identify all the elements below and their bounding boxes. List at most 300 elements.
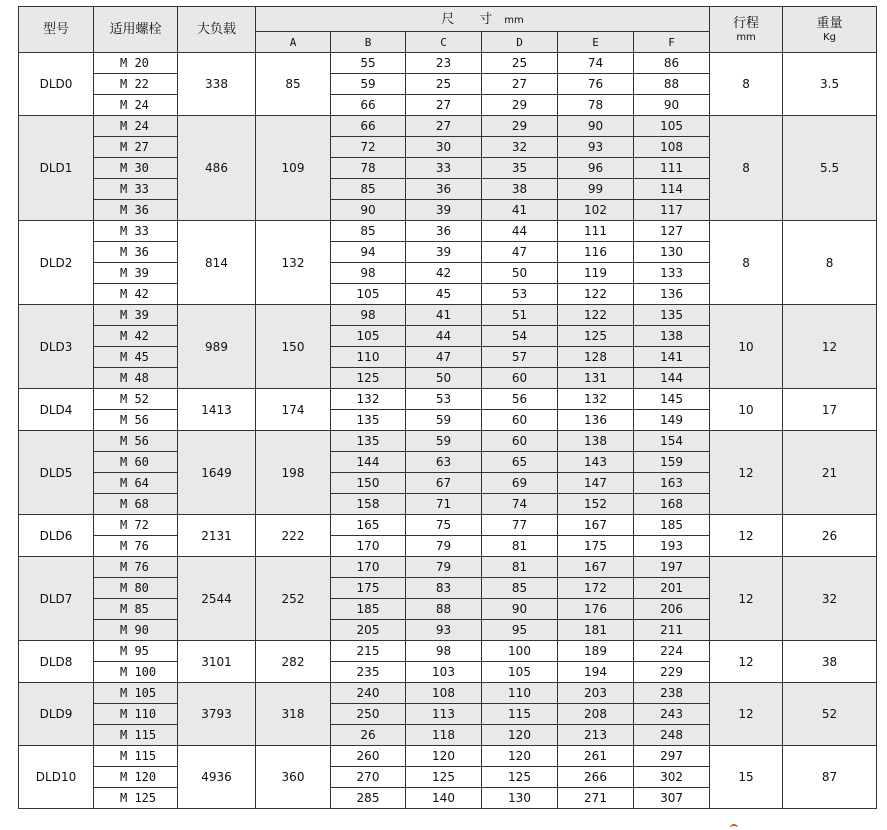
model-cell: DLD4: [19, 389, 94, 431]
dim-b-cell: 59: [331, 74, 406, 95]
weight-cell: 26: [783, 515, 877, 557]
dim-b-cell: 250: [331, 704, 406, 725]
bolt-cell: M 115: [94, 746, 178, 767]
dim-f-cell: 201: [634, 578, 710, 599]
header-col-b: B: [331, 32, 406, 53]
dim-a-cell: 85: [256, 53, 331, 116]
dim-b-cell: 165: [331, 515, 406, 536]
dim-c-cell: 98: [406, 641, 482, 662]
max-load-cell: 3101: [178, 641, 256, 683]
bolt-cell: M 30: [94, 158, 178, 179]
dim-e-cell: 172: [558, 578, 634, 599]
header-col-f: F: [634, 32, 710, 53]
dim-a-cell: 252: [256, 557, 331, 641]
table-row: [19, 557, 877, 578]
stroke-cell: 8: [710, 53, 783, 116]
dim-b-cell: 260: [331, 746, 406, 767]
max-load-cell: 486: [178, 116, 256, 221]
header-weight: [783, 7, 877, 53]
dim-b-cell: 170: [331, 536, 406, 557]
dim-b-cell: 90: [331, 200, 406, 221]
dim-b-cell: 72: [331, 137, 406, 158]
weight-cell: 52: [783, 683, 877, 746]
bolt-cell: M 39: [94, 263, 178, 284]
dim-e-cell: 189: [558, 641, 634, 662]
dim-d-cell: 130: [482, 788, 558, 809]
dim-d-cell: 115: [482, 704, 558, 725]
dim-d-cell: 50: [482, 263, 558, 284]
stroke-cell: 8: [710, 221, 783, 305]
bolt-cell: M 42: [94, 326, 178, 347]
dim-d-cell: 100: [482, 641, 558, 662]
dim-b-cell: 98: [331, 305, 406, 326]
bolt-cell: M 33: [94, 221, 178, 242]
dim-b-cell: 158: [331, 494, 406, 515]
dim-a-cell: 198: [256, 431, 331, 515]
dim-d-cell: 56: [482, 389, 558, 410]
stroke-cell: 15: [710, 746, 783, 809]
bolt-cell: M 76: [94, 536, 178, 557]
dim-c-cell: 59: [406, 410, 482, 431]
model-cell: DLD10: [19, 746, 94, 809]
dim-e-cell: 132: [558, 389, 634, 410]
dim-f-cell: 108: [634, 137, 710, 158]
bolt-cell: M 56: [94, 410, 178, 431]
dim-b-cell: 270: [331, 767, 406, 788]
dim-c-cell: 41: [406, 305, 482, 326]
dim-c-cell: 79: [406, 536, 482, 557]
dim-c-cell: 83: [406, 578, 482, 599]
dim-d-cell: 69: [482, 473, 558, 494]
dim-e-cell: 131: [558, 368, 634, 389]
dim-c-cell: 50: [406, 368, 482, 389]
dim-c-cell: 47: [406, 347, 482, 368]
dim-d-cell: 125: [482, 767, 558, 788]
dim-e-cell: 147: [558, 473, 634, 494]
dim-e-cell: 181: [558, 620, 634, 641]
header-model: 型号: [19, 7, 94, 53]
dim-b-cell: 105: [331, 284, 406, 305]
dim-e-cell: 128: [558, 347, 634, 368]
dim-f-cell: 248: [634, 725, 710, 746]
table-row: [19, 116, 877, 137]
dim-f-cell: 117: [634, 200, 710, 221]
spec-table: [18, 6, 877, 809]
dim-d-cell: 60: [482, 410, 558, 431]
max-load-cell: 1413: [178, 389, 256, 431]
bolt-cell: M 39: [94, 305, 178, 326]
weight-cell: 12: [783, 305, 877, 389]
weight-cell: 8: [783, 221, 877, 305]
header-dimensions-unit: mm: [504, 14, 524, 26]
model-cell: DLD0: [19, 53, 94, 116]
dim-f-cell: 145: [634, 389, 710, 410]
dim-a-cell: 282: [256, 641, 331, 683]
dim-c-cell: 53: [406, 389, 482, 410]
dim-a-cell: 132: [256, 221, 331, 305]
dim-a-cell: 222: [256, 515, 331, 557]
dim-d-cell: 57: [482, 347, 558, 368]
dim-e-cell: 90: [558, 116, 634, 137]
dim-b-cell: 135: [331, 431, 406, 452]
bolt-cell: M 24: [94, 116, 178, 137]
dim-b-cell: 185: [331, 599, 406, 620]
dim-f-cell: 111: [634, 158, 710, 179]
dim-a-cell: 150: [256, 305, 331, 389]
bolt-cell: M 72: [94, 515, 178, 536]
dim-f-cell: 114: [634, 179, 710, 200]
dim-c-cell: 88: [406, 599, 482, 620]
dim-f-cell: 127: [634, 221, 710, 242]
stroke-cell: 8: [710, 116, 783, 221]
dim-d-cell: 120: [482, 746, 558, 767]
stroke-cell: 12: [710, 641, 783, 683]
bolt-cell: M 110: [94, 704, 178, 725]
dim-c-cell: 45: [406, 284, 482, 305]
dim-b-cell: 26: [331, 725, 406, 746]
header-stroke: [710, 7, 783, 53]
dim-d-cell: 105: [482, 662, 558, 683]
dim-f-cell: 168: [634, 494, 710, 515]
dim-f-cell: 154: [634, 431, 710, 452]
max-load-cell: 814: [178, 221, 256, 305]
dim-e-cell: 261: [558, 746, 634, 767]
bolt-cell: M 36: [94, 200, 178, 221]
weight-cell: 38: [783, 641, 877, 683]
dim-d-cell: 38: [482, 179, 558, 200]
dim-a-cell: 174: [256, 389, 331, 431]
dim-c-cell: 93: [406, 620, 482, 641]
dim-c-cell: 118: [406, 725, 482, 746]
dim-d-cell: 41: [482, 200, 558, 221]
weight-cell: 3.5: [783, 53, 877, 116]
dim-b-cell: 125: [331, 368, 406, 389]
header-col-d: D: [482, 32, 558, 53]
dim-c-cell: 108: [406, 683, 482, 704]
weight-cell: 21: [783, 431, 877, 515]
dim-d-cell: 110: [482, 683, 558, 704]
dim-b-cell: 144: [331, 452, 406, 473]
bolt-cell: M 60: [94, 452, 178, 473]
stroke-cell: 10: [710, 389, 783, 431]
model-cell: DLD5: [19, 431, 94, 515]
stroke-cell: 12: [710, 515, 783, 557]
dim-e-cell: 122: [558, 305, 634, 326]
dim-f-cell: 159: [634, 452, 710, 473]
dim-f-cell: 211: [634, 620, 710, 641]
dim-e-cell: 125: [558, 326, 634, 347]
table-row: [19, 431, 877, 452]
header-col-c: C: [406, 32, 482, 53]
dim-b-cell: 78: [331, 158, 406, 179]
bolt-cell: M 80: [94, 578, 178, 599]
table-row: [19, 746, 877, 767]
dim-c-cell: 113: [406, 704, 482, 725]
dim-e-cell: 78: [558, 95, 634, 116]
dim-f-cell: 130: [634, 242, 710, 263]
table-header: [19, 7, 877, 53]
dim-e-cell: 176: [558, 599, 634, 620]
max-load-cell: 989: [178, 305, 256, 389]
corner-mark: [730, 824, 738, 830]
bolt-cell: M 22: [94, 74, 178, 95]
dim-b-cell: 285: [331, 788, 406, 809]
bolt-cell: M 24: [94, 95, 178, 116]
bolt-cell: M 33: [94, 179, 178, 200]
dim-c-cell: 125: [406, 767, 482, 788]
dim-d-cell: 29: [482, 116, 558, 137]
bolt-cell: M 100: [94, 662, 178, 683]
dim-a-cell: 360: [256, 746, 331, 809]
dim-e-cell: 102: [558, 200, 634, 221]
bolt-cell: M 85: [94, 599, 178, 620]
dim-f-cell: 144: [634, 368, 710, 389]
dim-d-cell: 27: [482, 74, 558, 95]
dim-c-cell: 23: [406, 53, 482, 74]
dim-e-cell: 143: [558, 452, 634, 473]
bolt-cell: M 76: [94, 557, 178, 578]
dim-c-cell: 75: [406, 515, 482, 536]
dim-e-cell: 203: [558, 683, 634, 704]
dim-f-cell: 297: [634, 746, 710, 767]
dim-c-cell: 103: [406, 662, 482, 683]
dim-e-cell: 122: [558, 284, 634, 305]
dim-f-cell: 135: [634, 305, 710, 326]
model-cell: DLD7: [19, 557, 94, 641]
max-load-cell: 2131: [178, 515, 256, 557]
dim-c-cell: 120: [406, 746, 482, 767]
stroke-cell: 12: [710, 683, 783, 746]
header-dimensions: [256, 7, 710, 32]
dim-b-cell: 240: [331, 683, 406, 704]
dim-b-cell: 150: [331, 473, 406, 494]
dim-e-cell: 136: [558, 410, 634, 431]
dim-d-cell: 25: [482, 53, 558, 74]
header-stroke-unit: mm: [736, 31, 756, 43]
dim-d-cell: 95: [482, 620, 558, 641]
dim-b-cell: 135: [331, 410, 406, 431]
model-cell: DLD6: [19, 515, 94, 557]
dim-f-cell: 206: [634, 599, 710, 620]
dim-f-cell: 224: [634, 641, 710, 662]
dim-b-cell: 98: [331, 263, 406, 284]
dim-f-cell: 133: [634, 263, 710, 284]
bolt-cell: M 95: [94, 641, 178, 662]
max-load-cell: 338: [178, 53, 256, 116]
dim-b-cell: 170: [331, 557, 406, 578]
dim-c-cell: 39: [406, 200, 482, 221]
dim-e-cell: 93: [558, 137, 634, 158]
dim-f-cell: 185: [634, 515, 710, 536]
table-row: [19, 389, 877, 410]
dim-d-cell: 90: [482, 599, 558, 620]
dim-f-cell: 193: [634, 536, 710, 557]
table-row: [19, 305, 877, 326]
dim-f-cell: 105: [634, 116, 710, 137]
header-weight-unit: Kg: [823, 31, 837, 43]
header-col-a: A: [256, 32, 331, 53]
dim-d-cell: 120: [482, 725, 558, 746]
weight-cell: 5.5: [783, 116, 877, 221]
dim-d-cell: 81: [482, 536, 558, 557]
dim-c-cell: 67: [406, 473, 482, 494]
dim-c-cell: 39: [406, 242, 482, 263]
dim-e-cell: 138: [558, 431, 634, 452]
dim-b-cell: 215: [331, 641, 406, 662]
dim-d-cell: 29: [482, 95, 558, 116]
dim-d-cell: 35: [482, 158, 558, 179]
model-cell: DLD8: [19, 641, 94, 683]
dim-d-cell: 32: [482, 137, 558, 158]
table-row: [19, 641, 877, 662]
table-row: [19, 53, 877, 74]
header-col-e: E: [558, 32, 634, 53]
bolt-cell: M 36: [94, 242, 178, 263]
weight-cell: 17: [783, 389, 877, 431]
dim-b-cell: 235: [331, 662, 406, 683]
dim-c-cell: 59: [406, 431, 482, 452]
dim-b-cell: 66: [331, 116, 406, 137]
dim-e-cell: 74: [558, 53, 634, 74]
dim-c-cell: 33: [406, 158, 482, 179]
dim-c-cell: 79: [406, 557, 482, 578]
bolt-cell: M 52: [94, 389, 178, 410]
dim-f-cell: 138: [634, 326, 710, 347]
table-row: [19, 221, 877, 242]
bolt-cell: M 42: [94, 284, 178, 305]
weight-cell: 32: [783, 557, 877, 641]
dim-f-cell: 307: [634, 788, 710, 809]
dim-c-cell: 27: [406, 95, 482, 116]
dim-c-cell: 44: [406, 326, 482, 347]
model-cell: DLD9: [19, 683, 94, 746]
dim-e-cell: 213: [558, 725, 634, 746]
dim-e-cell: 111: [558, 221, 634, 242]
dim-b-cell: 85: [331, 179, 406, 200]
stroke-cell: 12: [710, 431, 783, 515]
dim-b-cell: 66: [331, 95, 406, 116]
dim-d-cell: 54: [482, 326, 558, 347]
model-cell: DLD2: [19, 221, 94, 305]
max-load-cell: 3793: [178, 683, 256, 746]
bolt-cell: M 20: [94, 53, 178, 74]
dim-c-cell: 27: [406, 116, 482, 137]
dim-d-cell: 85: [482, 578, 558, 599]
bolt-cell: M 64: [94, 473, 178, 494]
dim-f-cell: 136: [634, 284, 710, 305]
bolt-cell: M 48: [94, 368, 178, 389]
dim-b-cell: 94: [331, 242, 406, 263]
model-cell: DLD1: [19, 116, 94, 221]
header-stroke-label: 行程: [733, 15, 760, 31]
dim-f-cell: 229: [634, 662, 710, 683]
dim-e-cell: 208: [558, 704, 634, 725]
dim-e-cell: 116: [558, 242, 634, 263]
dim-b-cell: 110: [331, 347, 406, 368]
dim-b-cell: 205: [331, 620, 406, 641]
header-weight-label: 重量: [816, 15, 843, 31]
table-body: [19, 53, 877, 809]
dim-f-cell: 197: [634, 557, 710, 578]
bolt-cell: M 125: [94, 788, 178, 809]
dim-c-cell: 140: [406, 788, 482, 809]
bolt-cell: M 68: [94, 494, 178, 515]
dim-e-cell: 99: [558, 179, 634, 200]
dim-c-cell: 71: [406, 494, 482, 515]
max-load-cell: 1649: [178, 431, 256, 515]
dim-b-cell: 85: [331, 221, 406, 242]
dim-f-cell: 88: [634, 74, 710, 95]
dim-e-cell: 167: [558, 515, 634, 536]
dim-d-cell: 65: [482, 452, 558, 473]
dim-f-cell: 86: [634, 53, 710, 74]
table-row: [19, 683, 877, 704]
dim-f-cell: 163: [634, 473, 710, 494]
dim-e-cell: 175: [558, 536, 634, 557]
header-bolt: 适用螺栓: [94, 7, 178, 53]
stroke-cell: 10: [710, 305, 783, 389]
max-load-cell: 2544: [178, 557, 256, 641]
dim-b-cell: 105: [331, 326, 406, 347]
dim-f-cell: 243: [634, 704, 710, 725]
dim-d-cell: 60: [482, 431, 558, 452]
bolt-cell: M 120: [94, 767, 178, 788]
dim-d-cell: 51: [482, 305, 558, 326]
dim-a-cell: 318: [256, 683, 331, 746]
dim-c-cell: 36: [406, 221, 482, 242]
dim-d-cell: 81: [482, 557, 558, 578]
dim-e-cell: 194: [558, 662, 634, 683]
dim-e-cell: 152: [558, 494, 634, 515]
dim-e-cell: 119: [558, 263, 634, 284]
max-load-cell: 4936: [178, 746, 256, 809]
header-dimensions-title: 尺 寸: [441, 11, 499, 27]
dim-b-cell: 55: [331, 53, 406, 74]
dim-e-cell: 167: [558, 557, 634, 578]
bolt-cell: M 45: [94, 347, 178, 368]
dim-d-cell: 47: [482, 242, 558, 263]
dim-c-cell: 63: [406, 452, 482, 473]
dim-c-cell: 25: [406, 74, 482, 95]
model-cell: DLD3: [19, 305, 94, 389]
dim-d-cell: 74: [482, 494, 558, 515]
dim-f-cell: 238: [634, 683, 710, 704]
dim-e-cell: 266: [558, 767, 634, 788]
header-max-load: 大负载: [178, 7, 256, 53]
table-row: [19, 515, 877, 536]
dim-d-cell: 44: [482, 221, 558, 242]
dim-f-cell: 149: [634, 410, 710, 431]
dim-c-cell: 36: [406, 179, 482, 200]
dim-c-cell: 30: [406, 137, 482, 158]
dim-a-cell: 109: [256, 116, 331, 221]
bolt-cell: M 90: [94, 620, 178, 641]
dim-b-cell: 132: [331, 389, 406, 410]
dim-c-cell: 42: [406, 263, 482, 284]
dim-f-cell: 302: [634, 767, 710, 788]
dim-b-cell: 175: [331, 578, 406, 599]
dim-e-cell: 96: [558, 158, 634, 179]
dim-d-cell: 77: [482, 515, 558, 536]
dim-f-cell: 90: [634, 95, 710, 116]
bolt-cell: M 115: [94, 725, 178, 746]
dim-e-cell: 271: [558, 788, 634, 809]
dim-d-cell: 53: [482, 284, 558, 305]
weight-cell: 87: [783, 746, 877, 809]
bolt-cell: M 56: [94, 431, 178, 452]
dim-d-cell: 60: [482, 368, 558, 389]
stroke-cell: 12: [710, 557, 783, 641]
